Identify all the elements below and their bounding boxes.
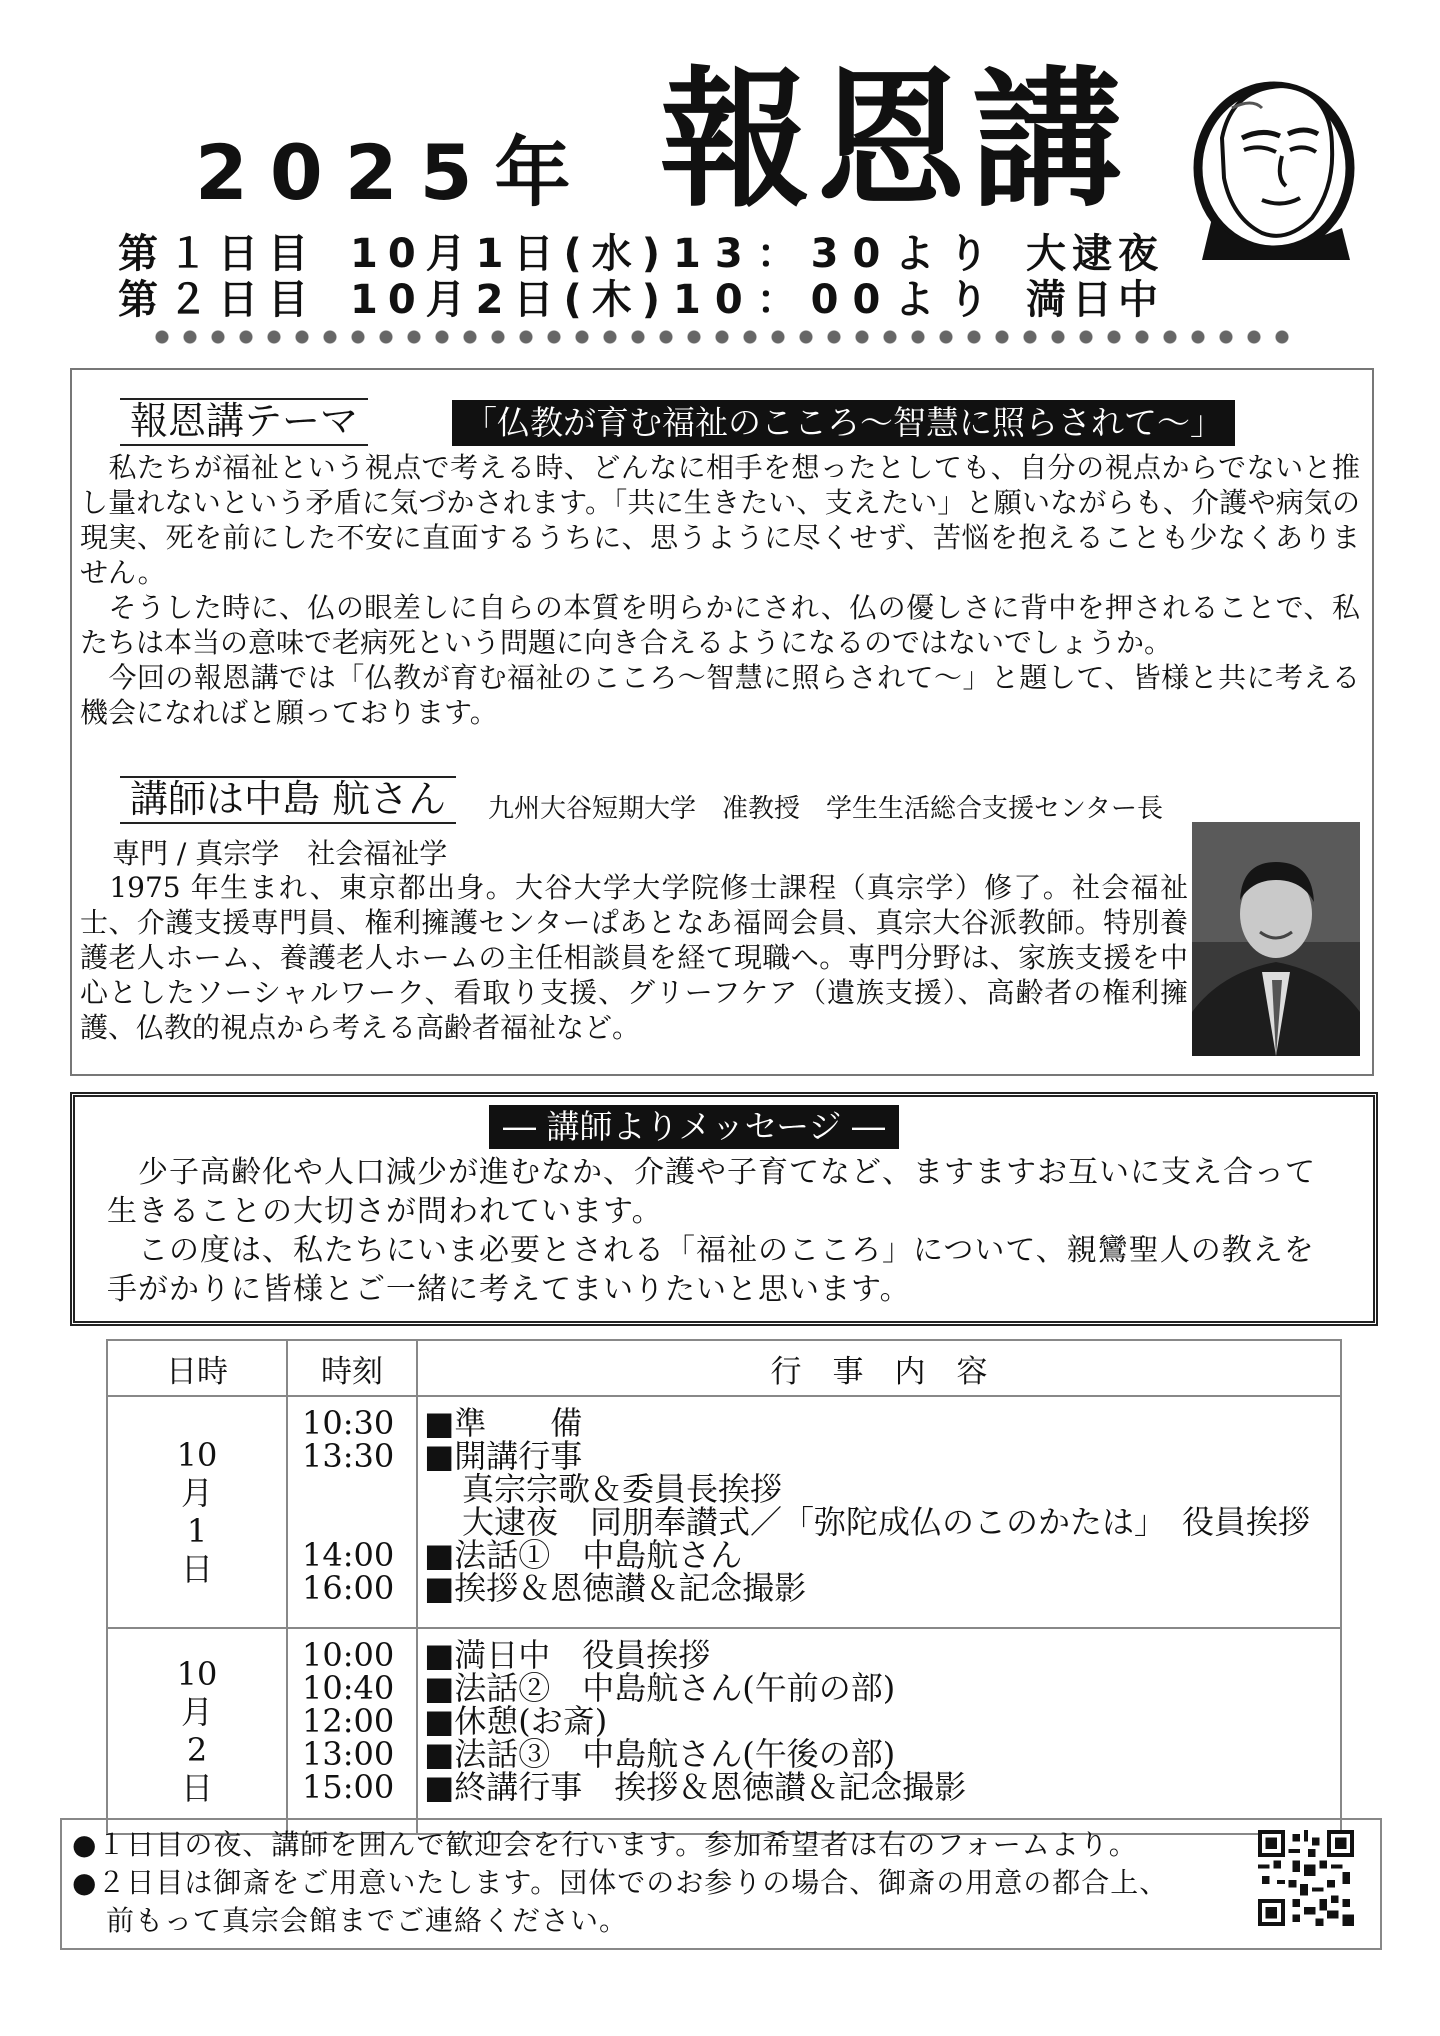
schedule-date: 10 月 2 日 [107,1628,287,1834]
event-item: ■満日中 役員挨拶 [424,1636,711,1674]
qr-code-icon[interactable] [1258,1830,1354,1926]
day1-date: 10月1日(水) [350,231,671,277]
schedule-table [106,1339,1342,1835]
day2-date: 10月2日(木) [350,277,671,323]
event-item: ■終講行事 挨拶＆恩徳讃＆記念撮影 [424,1768,967,1806]
page-title: 報恩講 [660,54,1129,228]
notes-section [60,1818,1382,1950]
theme-description [80,450,1360,730]
theme-label: 報恩講テーマ [120,398,368,446]
day2-session: 満日中 [1026,277,1164,323]
table-header-row [107,1340,1341,1396]
day2-label: 第２日目 [118,277,318,323]
speaker-bio: 1975 年生まれ、東京都出身。大谷大学大学院修士課程（真宗学）修了。社会福祉士、介護支援専門員、権利擁護センターぱあとなあ福岡会員、真宗大谷派教師。特別養護老人ホーム、養護老人ホームの主任相談員を経て現職へ。専門分野は、家族支援を中心としたソーシャルワーク、看取り支援、グリーフケア（遺族支援）、高齢者の権利擁護、仏教的視点から考える高齢者福祉など。 [80,871,1188,1044]
theme-section [70,368,1374,1076]
message-paragraph: 少子高齢化や人口減少が進むなか、介護や子育てなど、ますますお互いに支え合って生きることの大切さが問われています。 [107,1155,1316,1229]
theme-paragraph: 私たちが福祉という視点で考える時、どんなに相手を想ったとしても、自分の視点からでないと推し量れないという矛盾に気づかされます。「共に生きたい、支えたい」と願いながらも、介護や病気の現実、死を前にした不安に直面するうちに、思うように尽くせず、苦悩を抱えることも少なくありません。 [80,451,1360,589]
message-label: ― 講師よりメッセージ ― [489,1105,899,1149]
event-item: ■休憩(お斎) [424,1702,608,1740]
message-text [107,1153,1343,1309]
note-item: ●１日目の夜、講師を囲んで歓迎会を行います。参加希望者は右のフォームより。 [72,1828,1138,1861]
event-item: ■法話③ 中島航さん(午後の部) [424,1735,896,1773]
schedule-times: 10:30 13:30 14:00 16:00 [287,1396,417,1628]
table-row [107,1396,1341,1628]
event-item: ■法話① 中島航さん [424,1536,743,1574]
event-item: ■開講行事 [424,1437,583,1475]
speaker-photo [1192,822,1360,1056]
theme-title: 「仏教が育む福祉のこころ～智慧に照らされて～」 [452,400,1235,446]
note-item: 前もって真宗会館までご連絡ください。 [106,1904,629,1937]
day2-time: 10：00より [673,277,1003,323]
dotted-divider [155,330,1295,344]
event-item: ■挨拶＆恩徳讃＆記念撮影 [424,1569,807,1607]
event-item: ■法話② 中島航さん(午前の部) [424,1669,896,1707]
schedule-times: 10:00 10:40 12:00 13:00 15:00 [287,1628,417,1834]
event-subitem: 大逮夜 同朋奉讃式／「弥陀成仏のこのかたは」 役員挨拶 [462,1503,1311,1541]
header-date: 日時 [107,1340,287,1396]
speaker-label: 講師は中島 航さん [120,776,456,824]
header-time: 時刻 [287,1340,417,1396]
day1-time: 13：30より [673,231,1003,277]
day1-label: 第１日目 [118,231,318,277]
table-row [107,1628,1341,1834]
day1-session: 大逮夜 [1026,231,1164,277]
header-events: 行 事 内 容 [417,1340,1341,1396]
schedule-date: 10 月 1 日 [107,1396,287,1628]
event-year: 2025年 [195,128,593,217]
theme-paragraph: そうした時に、仏の眼差しに自らの本質を明らかにされ、仏の優しさに背中を押されることで、私たちは本当の意味で老病死という問題に向き合えるようになるのではないでしょうか。 [80,591,1360,659]
notes-text [72,1826,1272,1940]
event-subitem: 真宗宗歌＆委員長挨拶 [462,1470,783,1508]
schedule-events [417,1396,1341,1628]
note-item: ●２日目は御斎をご用意いたします。団体でのお参りの場合、御斎の用意の都合上、 [72,1866,1169,1899]
message-paragraph: この度は、私たちにいま必要とされる「福祉のこころ」について、親鸞聖人の教えを手がかりに皆様とご一緒に考えてまいりたいと思います。 [107,1233,1315,1307]
message-section [70,1092,1378,1326]
theme-paragraph: 今回の報恩講では「仏教が育む福祉のこころ～智慧に照らされて～」と題して、皆様と共に考える機会になればと願っております。 [80,661,1360,729]
shinran-portrait-illustration [1192,68,1356,260]
event-item: ■準 備 [424,1404,583,1442]
speaker-specialty: 専門 / 真宗学 社会福祉学 [112,837,448,870]
schedule-events [417,1628,1341,1834]
speaker-affiliation: 九州大谷短期大学 准教授 学生生活総合支援センター長 [488,794,1163,824]
